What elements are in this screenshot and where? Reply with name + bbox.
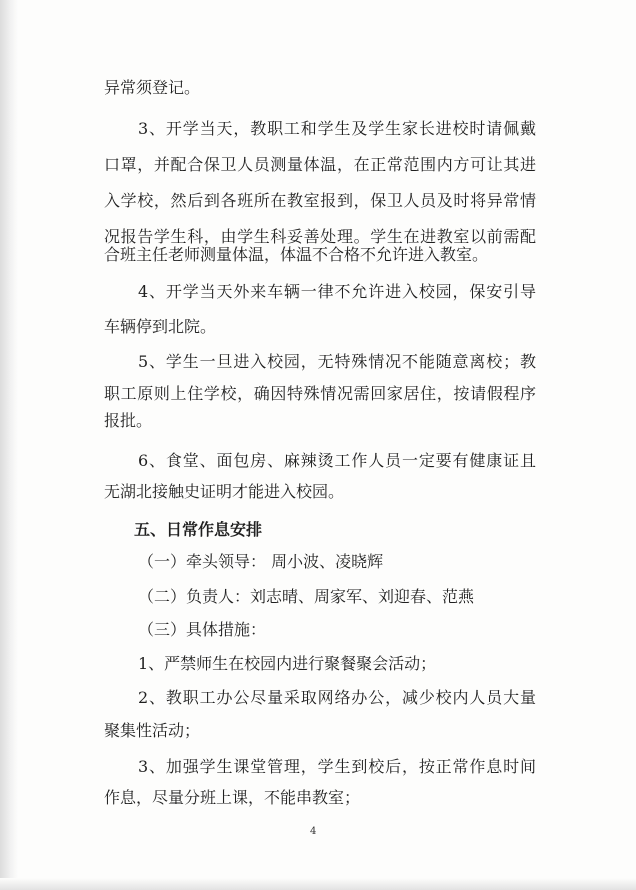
measure-item-1: 1、严禁师生在校园内进行聚餐聚会活动； (138, 654, 437, 673)
paragraph-item-6-line-2: 无湖北接触史证明才能进入校园。 (104, 482, 345, 501)
paragraph-item-3-line-5: 合班主任老师测量体温，体温不合格不允许进入教室。 (104, 245, 489, 264)
text-line-continuation: 异常须登记。 (104, 78, 201, 97)
measure-item-2-line-2: 聚集性活动； (104, 721, 201, 740)
page-number: 4 (310, 826, 317, 837)
measure-item-3-line-1: 3、加强学生课堂管理，学生到校后，按正常作息时间 (138, 757, 536, 776)
paragraph-item-3-line-3: 入学校，然后到各班所在教室报到，保卫人员及时将异常情 (104, 191, 536, 210)
paragraph-item-4-line-1: 4、开学当天外来车辆一律不允许进入校园，保安引导 (138, 282, 536, 301)
paragraph-item-6-line-1: 6、食堂、面包房、麻辣烫工作人员一定要有健康证且 (138, 451, 536, 470)
sub-item-responsible-persons: （二）负责人：刘志晴、周家军、刘迎春、范燕 (138, 587, 475, 606)
measure-item-2-line-1: 2、教职工办公尽量采取网络办公，减少校内人员大量 (138, 688, 536, 707)
paragraph-item-5-line-3: 报批。 (104, 411, 153, 430)
sub-item-lead-leaders: （一）牵头领导： 周小波、凌晓辉 (138, 552, 384, 571)
paragraph-item-5-line-1: 5、学生一旦进入校园，无特殊情况不能随意离校；教 (138, 352, 536, 371)
measure-item-3-line-2: 作息，尽量分班上课，不能串教室； (104, 788, 361, 807)
paragraph-item-3-line-4: 况报告学生科，由学生科妥善处理。学生在进教室以前需配 (104, 227, 536, 246)
sub-item-measures: （三）具体措施： (138, 620, 267, 639)
paragraph-item-5-line-2: 职工原则上住学校，确因特殊情况需回家居住，按请假程序 (104, 384, 536, 403)
paragraph-item-3-line-1: 3、开学当天，教职工和学生及学生家长进校时请佩戴 (138, 119, 536, 138)
section-heading: 五、日常作息安排 (134, 520, 263, 539)
paragraph-item-4-line-2: 车辆停到北院。 (104, 317, 217, 336)
paragraph-item-3-line-2: 口罩，并配合保卫人员测量体温，在正常范围内方可让其进 (104, 155, 536, 174)
